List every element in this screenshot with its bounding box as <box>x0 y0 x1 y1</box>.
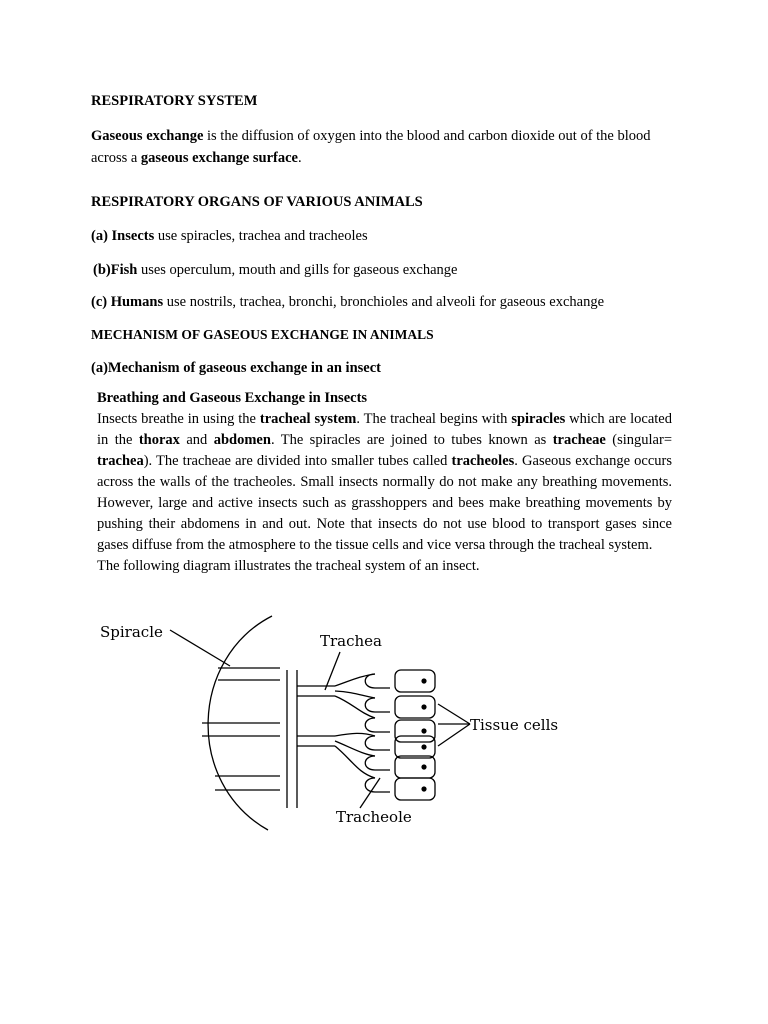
organ-text: use spiracles, trachea and tracheoles <box>154 228 368 244</box>
text-run: . The tracheal begins with <box>356 411 512 427</box>
term-spiracles: spiracles <box>511 411 566 427</box>
organ-prefix: (b)Fish <box>93 262 138 278</box>
term-tracheae: tracheae <box>552 432 606 448</box>
tracheole-pointer <box>360 778 380 808</box>
label-trachea: Trachea <box>320 632 382 650</box>
label-tissue-cells: Tissue cells <box>470 716 559 734</box>
organ-text: uses operculum, mouth and gills for gaseous exchange <box>137 262 458 278</box>
term-abdomen: abdomen <box>213 432 271 448</box>
text-run: Insects breathe in using the <box>97 411 260 427</box>
term-tracheoles: tracheoles <box>451 453 515 469</box>
tracheole-loop <box>365 674 390 688</box>
organ-text: use nostrils, trachea, bronchi, bronchioles and alveoli for gaseous exchange <box>163 294 605 310</box>
tracheole <box>335 746 375 778</box>
definition-text-1: is the diffusion of oxygen into the blood and carbon dioxide out of the blood across a <box>91 128 651 166</box>
page-title: RESPIRATORY SYSTEM <box>91 93 258 109</box>
tracheole-loop <box>365 778 390 792</box>
text-run: . The spiracles are joined to tubes known as <box>270 432 553 448</box>
organ-prefix: (a) Insects <box>91 228 155 244</box>
insects-subheading: Breathing and Gaseous Exchange in Insects <box>97 390 368 406</box>
tissue-pointer <box>438 724 470 746</box>
trachea-pointer <box>325 652 340 690</box>
insects-paragraph <box>97 409 672 556</box>
text-run: (singular= <box>605 432 672 448</box>
organ-item-humans <box>91 291 604 313</box>
term-thorax: thorax <box>138 432 180 448</box>
text-run: and <box>179 432 214 448</box>
tracheole-loop <box>365 736 390 750</box>
term-gaseous-exchange-surface: gaseous exchange surface <box>140 150 298 166</box>
organs-heading: RESPIRATORY ORGANS OF VARIOUS ANIMALS <box>91 194 423 210</box>
organ-item-insects <box>91 225 368 247</box>
definition-paragraph <box>91 125 681 169</box>
term-gaseous-exchange: Gaseous exchange <box>91 128 204 144</box>
tracheal-system-diagram <box>90 608 590 838</box>
tissue-cells <box>395 670 435 800</box>
spiracle-pointer <box>170 630 230 666</box>
label-spiracle: Spiracle <box>100 623 163 641</box>
tracheole <box>335 733 375 736</box>
tracheole-loop <box>365 698 390 712</box>
tracheole-loop <box>365 756 390 770</box>
definition-text-2: . <box>298 150 302 166</box>
mechanism-heading: MECHANISM OF GASEOUS EXCHANGE IN ANIMALS <box>91 327 434 342</box>
term-trachea: trachea <box>97 453 144 469</box>
diagram-caption: The following diagram illustrates the tracheal system of an insect. <box>97 558 480 574</box>
organ-item-fish <box>93 259 457 281</box>
text-run: . Gaseous exchange occurs across the walls of the tracheoles. Small insects normally do not make any breathing movements. However, large and active insects such as grasshoppers and bees make breathing movements by pushing their abdomens in and out. Note that insects do not use blood to transport gases since gases diffuse from the atmosphere to the tissue cells and vice versa through the tracheal system. <box>97 453 673 553</box>
term-tracheal-system: tracheal system <box>259 411 357 427</box>
label-tracheole: Tracheole <box>336 808 412 826</box>
text-run: which are located in the <box>97 411 672 448</box>
mechanism-subheading: (a)Mechanism of gaseous exchange in an insect <box>91 360 381 376</box>
tissue-pointer <box>438 704 470 724</box>
organ-prefix: (c) Humans <box>91 294 164 310</box>
tracheole <box>335 691 375 698</box>
tracheole-loop <box>365 718 390 732</box>
insects-section <box>97 388 672 577</box>
text-run: ). The tracheae are divided into smaller tubes called <box>143 453 452 469</box>
